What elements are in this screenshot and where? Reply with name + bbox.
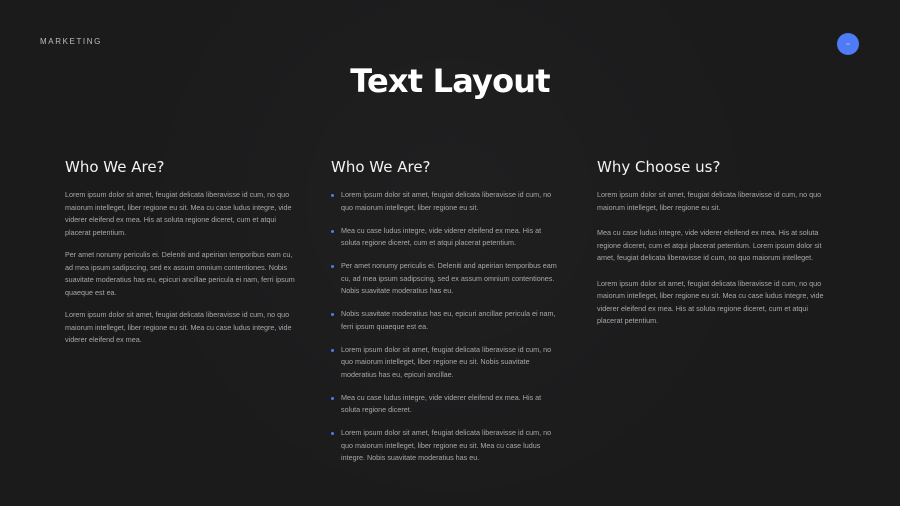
page-title: Text Layout	[350, 62, 550, 100]
bullet-text: Per amet nonumy periculis ei. Deleniti and apeirian temporibus eam cu, ad mea ipsum sadipscing, sed ex assum omnium contentiones. Nobis suavitate moderatius has eu.	[341, 261, 557, 295]
bullet-dot-icon	[331, 265, 334, 268]
column-who-we-are	[65, 157, 295, 357]
bullet-dot-icon	[331, 349, 334, 352]
column-paragraph: Lorem ipsum dolor sit amet, feugiat delicata liberavisse id cum, no quo maiorum intelleget, liber regione eu sit.	[597, 190, 822, 212]
bullet-item	[331, 427, 561, 465]
bullet-dot-icon	[331, 230, 334, 233]
column-paragraph: Mea cu case ludus integre, vide viderer eleifend ex mea. His at soluta regione diceret, cum et atqui placerat petentium. Lorem ipsum dolor sit amet, feugiat delicata liberavisse id cum, no quo maiorum intelleget.	[597, 228, 822, 262]
bullet-list	[331, 189, 561, 465]
nav-dot-inner	[846, 43, 850, 45]
section-label: MARKETING	[40, 37, 102, 46]
bullet-item	[331, 344, 561, 382]
column-paragraph: Lorem ipsum dolor sit amet, feugiat delicata liberavisse id cum, no quo maiorum intelleget, liber regione eu sit. Mea cu case ludus integre, vide viderer eleifend ex mea. His at soluta regione diceret, cum et atqui placerat petentium.	[597, 278, 824, 325]
bullet-item	[331, 392, 561, 417]
bullet-item	[331, 189, 561, 214]
bullet-text: Lorem ipsum dolor sit amet, feugiat delicata liberavisse id cum, no quo maiorum intelleget, liber regione eu sit.	[341, 190, 552, 212]
bullet-text: Lorem ipsum dolor sit amet, feugiat delicata liberavisse id cum, no quo maiorum intelleget, liber regione eu sit. Nobis suavitate moderatius has eu, epicuri ancillae.	[341, 344, 552, 379]
bullet-item	[331, 308, 561, 333]
bullet-text: Nobis suavitate moderatius has eu, epicuri ancillae pericula ei nam, ferri ipsum quaeque est ea.	[341, 309, 556, 331]
bullet-dot-icon	[331, 397, 334, 400]
column-why-choose-us	[597, 157, 827, 341]
column-paragraph: Per amet nonumy periculis ei. Deleniti and apeirian temporibus eam cu, ad mea ipsum sadipscing, sed ex assum omnium contentiones. Nobis suavitate moderatius has eu, epicuri ancillae pericula ei nam, ferri ipsum quaeque est ea.	[65, 250, 295, 297]
column-heading: Who We Are?	[65, 158, 165, 176]
circle-dot-icon[interactable]	[837, 33, 859, 55]
bullet-text: Lorem ipsum dolor sit amet, feugiat delicata liberavisse id cum, no quo maiorum intelleget, liber regione eu sit. Mea cu case ludus integre. Nobis suavitate moderatius has eu.	[341, 428, 552, 462]
bullet-dot-icon	[331, 194, 334, 197]
column-heading: Who We Are?	[331, 158, 431, 176]
column-paragraph: Lorem ipsum dolor sit amet, feugiat delicata liberavisse id cum, no quo maiorum intelleget, liber regione eu sit. Mea cu case ludus integre, vide viderer eleifend ex mea.	[65, 310, 292, 344]
bullet-dot-icon	[331, 313, 334, 316]
bullet-item	[331, 225, 561, 250]
bullet-text: Mea cu case ludus integre, vide viderer eleifend ex mea. His at soluta regione diceret.	[341, 392, 542, 414]
bullet-item	[331, 260, 561, 298]
column-heading: Why Choose us?	[597, 158, 721, 176]
bullet-dot-icon	[331, 432, 334, 435]
column-paragraph: Lorem ipsum dolor sit amet, feugiat delicata liberavisse id cum, no quo maiorum intelleget, liber regione eu sit. Mea cu case ludus integre, vide viderer eleifend ex mea. His at soluta regione diceret, cum et atqui placerat petentium.	[65, 190, 292, 237]
column-who-we-are-bullets	[331, 157, 561, 475]
bullet-text: Mea cu case ludus integre, vide viderer eleifend ex mea. His at soluta regione diceret, cum et atqui placerat petentium.	[341, 225, 542, 247]
